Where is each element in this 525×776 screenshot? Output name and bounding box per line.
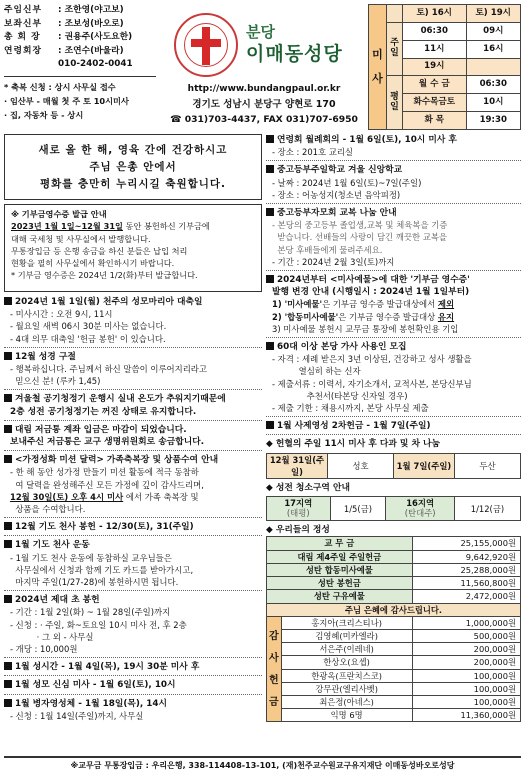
announcement-line: - 기간 : 1월 2일(화) ~ 1월 28일(주일)까지 bbox=[10, 607, 171, 618]
announcement-heading: 중고등부주일학교 겨울 신앙학교 bbox=[266, 164, 521, 176]
announcement-line: 사무실에서 신청과 함께 기도 카드를 받아가시고, bbox=[10, 564, 194, 575]
staff-row bbox=[4, 4, 156, 18]
announcement-line: - 날짜 : 2024년 1월 6일(토)~7일(주일) bbox=[272, 177, 422, 188]
announcement-heading: 60대 이상 본당 가사 사용인 모집 bbox=[266, 341, 521, 353]
table-row: 대림 제4주일 주일헌금 9,642,920원 bbox=[267, 550, 521, 563]
notice-line: * 기부금 영수증은 2024년 1/2(화)부터 발급합니다. bbox=[11, 270, 198, 281]
table-row: 한상오(요셉) 200,000원 bbox=[267, 656, 521, 669]
announcement-line: 1) '미사예물'은 기부금 영수증 발급대상에서 제외 bbox=[272, 299, 455, 310]
table-cell: 17지역 (태평) bbox=[267, 497, 331, 521]
announcement-heading-cont: 보내주신 저금통은 교구 생명위원회로 송금합니다. bbox=[10, 437, 205, 448]
square-bullet-icon bbox=[4, 425, 12, 433]
schedule-cell: 16시 bbox=[466, 40, 521, 58]
schedule-cell: 화 목 bbox=[403, 112, 467, 130]
staff-row bbox=[4, 45, 156, 59]
church-url[interactable]: http://www.bundangpaul.or.kr bbox=[187, 84, 341, 94]
church-name-small: 분당 bbox=[246, 22, 275, 41]
staff-label: 연령회장 bbox=[4, 45, 42, 56]
greeting-line: 새로 올 한 해, 영육 간에 건강하시고 bbox=[38, 144, 228, 156]
table-row: 성탄 합동미사예물 25,288,000원 bbox=[267, 563, 521, 576]
table-cell: 성호 bbox=[327, 453, 393, 478]
schedule-cell: 06:30 bbox=[466, 76, 521, 94]
announcement-heading: 2024년 1월 1일(월) 천주의 성모마리아 대축일 bbox=[4, 296, 262, 308]
table-row: 성탄 구유예물 2,472,000원 bbox=[267, 590, 521, 603]
schedule-cell: 11시 bbox=[403, 40, 467, 58]
announcement-heading: 12월 성경 구절 bbox=[4, 351, 262, 363]
announcement-heading: 12월 기도 천사 봉헌 - 12/30(토), 31(주일) bbox=[4, 521, 262, 533]
staff-label: 총 회 장 bbox=[4, 32, 41, 43]
schedule-side-label: 미 사 bbox=[369, 5, 387, 130]
schedule-cell: 화수목금토 bbox=[403, 94, 467, 112]
announcement-line: - 1월 기도 천사 운동에 동참하실 교우님들은 bbox=[10, 552, 172, 563]
announcement-heading: ◆ 헌혈의 주일 11시 미사 후 다과 및 차 나눔 bbox=[266, 439, 441, 450]
announcement-heading: 대림 저금통 계좌 입금은 마감이 되었습니다. bbox=[4, 424, 262, 436]
announcement-line: 받습니다. 선배들의 사랑이 담긴 깨끗한 교복을 bbox=[272, 232, 448, 243]
announcement-line: - 4대 의무 대축일 '헌금 봉헌' 이 있습니다. bbox=[10, 333, 166, 344]
announcement-heading: 1월 병자영성체 - 1월 18일(목), 14시 bbox=[4, 698, 262, 710]
announcement-line: - 장소 : 어농성지(청소년 음악피정) bbox=[272, 189, 401, 200]
thanks-offering-side-label: 감 사 헌 금 bbox=[267, 616, 282, 722]
staff-panel bbox=[4, 4, 156, 130]
schedule-cell: 월 수 금 bbox=[403, 76, 467, 94]
diamond-bullet-icon: ◆ bbox=[266, 483, 276, 494]
announcement-heading: <가정성화 미션 달력> 가족축복장 및 상품수여 안내 bbox=[4, 454, 262, 466]
announcement-heading: 연령회 월례회의 - 1월 6일(토), 10시 미사 후 bbox=[266, 134, 521, 146]
square-bullet-icon bbox=[266, 165, 274, 173]
announcement-heading: 1월 기도 천사 운동 bbox=[4, 539, 262, 551]
table-row: 익명 6명 11,360,000원 bbox=[267, 709, 521, 722]
notice-line: 대해 국세청 및 사무실에서 발행합니다. bbox=[11, 233, 151, 244]
announcement-line: - 기간 : 2024년 2월 3일(토)까지 bbox=[272, 256, 395, 267]
table-row: 김영혜(미카엘라) 500,000원 bbox=[267, 629, 521, 642]
table-cell: 1월 7일(주일) bbox=[393, 453, 454, 478]
diamond-bullet-icon: ◆ bbox=[266, 525, 276, 536]
notice-line: 현황을 필히 사무실에서 확인하시기 바랍니다. bbox=[11, 258, 175, 269]
left-announcements bbox=[4, 296, 262, 750]
announcement-line: - 자격 : 세례 받은지 3년 이상된, 건강하고 성사 생활을 bbox=[272, 354, 472, 365]
right-announcements bbox=[266, 134, 521, 750]
announcement-line: - 본당의 중고등부 졸업생,교복 및 체육복을 기증 bbox=[272, 220, 448, 231]
announcement-heading: 1월 성시간 - 1월 4일(목), 19시 30분 미사 후 bbox=[4, 661, 262, 673]
square-bullet-icon bbox=[266, 342, 274, 350]
square-bullet-icon bbox=[4, 662, 12, 670]
announcement-line: - 미사시간 : 오전 9시, 11시 bbox=[10, 309, 113, 320]
table-cell: 1/12(금) bbox=[454, 497, 520, 521]
square-bullet-icon bbox=[4, 540, 12, 548]
announcement-line: 상품을 수여합니다. bbox=[10, 504, 86, 515]
announcement-heading: 겨울철 공기청정기 운행시 실내 온도가 추워지기때문에 bbox=[4, 393, 262, 405]
announcement-line: - 제출 기한 : 채용시까지, 본당 사무실 제출 bbox=[272, 403, 429, 414]
church-logo bbox=[166, 8, 362, 82]
staff-value: : 조보성(바오로) bbox=[58, 18, 124, 29]
square-bullet-icon bbox=[4, 699, 12, 707]
divider bbox=[4, 76, 156, 77]
staff-label: 주임신부 bbox=[4, 5, 42, 16]
announcement-line: 여 달력을 완성해주신 모든 가정에 깊이 감사드리며, bbox=[10, 479, 204, 490]
church-seal-icon bbox=[174, 13, 238, 77]
office-note: * 축복 신청 : 상시 사무실 접수 bbox=[4, 81, 116, 92]
new-year-greeting bbox=[4, 134, 262, 200]
announcement-line: - 한 해 동안 성가정 만들기 미션 활동에 적극 동참하 bbox=[10, 467, 199, 478]
table-row: 성탄 봉헌금 11,560,800원 bbox=[267, 577, 521, 590]
table-row: 강무관(엘리사벳) 100,000원 bbox=[267, 682, 521, 695]
announcement-heading: ◆ 우리들의 정성 bbox=[266, 525, 330, 536]
table-row: 최은정(아네스) 100,000원 bbox=[267, 695, 521, 708]
office-note: · 임산부 - 매월 첫 주 토 10시미사 bbox=[4, 95, 129, 106]
announcement-line: 열심히 하는 신자 bbox=[272, 366, 361, 377]
schedule-cell: 10시 bbox=[466, 94, 521, 112]
staff-row bbox=[4, 18, 156, 32]
cleaning-zone-table bbox=[266, 496, 521, 521]
announcement-line: · 그 외 - 사무실 bbox=[10, 631, 94, 642]
church-tel: ☎ 031)703-4437, FAX 031)707-6950 bbox=[170, 114, 358, 125]
square-bullet-icon bbox=[266, 421, 274, 429]
schedule-cell: 토) 16시 bbox=[403, 5, 467, 23]
announcement-line: - 신청 : · 주일, 화~토요일 10시 미사 전, 후 2층 bbox=[10, 619, 187, 630]
announcement-line: - 행복하십니다. 주님께서 하신 말씀이 이루어지리라고 bbox=[10, 364, 207, 375]
schedule-cell: 토) 19시 bbox=[466, 5, 521, 23]
staff-label: 보좌신부 bbox=[4, 18, 42, 29]
announcement-line: - 월요일 새벽 06시 30분 미사는 없습니다. bbox=[10, 321, 167, 332]
square-bullet-icon bbox=[4, 595, 12, 603]
staff-phone: 010-2402-0041 bbox=[58, 59, 133, 70]
announcement-heading: 1월 성모 신심 미사 - 1월 6일(토), 10시 bbox=[4, 679, 262, 691]
announcement-line: 3) 미사예물 봉헌시 교무금 통장에 봉헌확인용 기입 bbox=[272, 323, 459, 334]
announcement-line: 본당 후배들에게 물려주세요. bbox=[272, 244, 383, 255]
schedule-cell: 09시 bbox=[466, 22, 521, 40]
announcement-heading-cont: 발행 변경 안내 (시행일시 : 2024년 1월 1일부터) bbox=[272, 287, 470, 298]
square-bullet-icon bbox=[266, 275, 274, 283]
mass-schedule bbox=[368, 4, 521, 130]
announcement-line: - 제출서류 : 이력서, 자기소개서, 교적사본, 본당신부님 bbox=[272, 378, 472, 389]
table-row: 감 사 헌 금 홍지아(크리스티나) 1,000,000원 bbox=[267, 616, 521, 629]
notice-line: 무통장입금 등 은행 송금을 하신 분들은 납입 처리 bbox=[11, 245, 188, 256]
blood-donation-table bbox=[266, 453, 521, 479]
staff-row bbox=[4, 31, 156, 45]
table-cell: 16지역 (탄대주) bbox=[386, 497, 455, 521]
thanks-row: 주님 은혜에 감사드립니다. bbox=[267, 603, 521, 616]
church-masthead bbox=[158, 4, 370, 130]
announcement-line: - 개당 : 10,000원 bbox=[10, 644, 78, 655]
announcement-heading: 1월 사제영성 2차헌금 - 1월 7일(주일) bbox=[266, 420, 521, 432]
announcement-heading: 2024년부터 <미사예물>에 대한 '기부금 영수증' bbox=[266, 274, 521, 286]
greeting-line: 평화를 충만히 누리시길 축원합니다. bbox=[39, 178, 227, 190]
table-cell: 두산 bbox=[454, 453, 520, 478]
table-row: 한광옥(프란치스코) 100,000원 bbox=[267, 669, 521, 682]
table-cell: 1/5(금) bbox=[330, 497, 386, 521]
footer-bank-info: ※교무금 무통장입금 : 우리은행, 338-114408-13-101, (재)천주교수원교구유지재단 이매동성바오로성당 bbox=[4, 756, 521, 772]
schedule-sub-weekday: 평 일 bbox=[387, 76, 403, 130]
staff-value: : 조한영(야고보) bbox=[58, 5, 124, 16]
square-bullet-icon bbox=[4, 680, 12, 688]
announcement-line: 추천서(타본당 신자일 경우) bbox=[272, 390, 408, 401]
square-bullet-icon bbox=[4, 297, 12, 305]
table-row bbox=[267, 603, 521, 616]
schedule-sub-sunday: 주 일 bbox=[387, 22, 403, 76]
diamond-bullet-icon: ◆ bbox=[266, 439, 276, 450]
square-bullet-icon bbox=[4, 522, 12, 530]
schedule-cell: 06:30 bbox=[403, 22, 467, 40]
schedule-cell: 19시 bbox=[403, 58, 467, 76]
staff-value: : 권용주(사도요한) bbox=[58, 32, 133, 43]
church-name-big: 이매동성당 bbox=[246, 43, 343, 66]
schedule-cell bbox=[466, 58, 521, 76]
square-bullet-icon bbox=[4, 394, 12, 402]
church-address: 경기도 성남시 분당구 양현로 170 bbox=[192, 99, 336, 110]
square-bullet-icon bbox=[266, 135, 274, 143]
square-bullet-icon bbox=[266, 208, 274, 216]
announcement-line: 12월 30일(토) 오후 4시 미사 에서 가족 축복장 및 bbox=[10, 491, 199, 502]
notice-title: ※ 기부금영수증 발급 안내 bbox=[11, 209, 107, 219]
square-bullet-icon bbox=[4, 455, 12, 463]
donation-receipt-notice bbox=[4, 204, 262, 292]
square-bullet-icon bbox=[4, 352, 12, 360]
staff-value: : 조연수(바울라) bbox=[58, 45, 124, 56]
announcement-line: 믿으신 분! (루카 1,45) bbox=[10, 376, 101, 387]
announcement-heading: 2024년 제대 초 봉헌 bbox=[4, 594, 262, 606]
announcement-line: - 장소 : 201호 교리실 bbox=[272, 147, 354, 158]
schedule-cell: 19:30 bbox=[466, 112, 521, 130]
announcement-line: - 신청 : 1월 14일(주일)까지, 사무실 bbox=[10, 710, 144, 721]
table-cell: 12월 31일(주일) bbox=[267, 453, 328, 478]
notice-line: 2023년 1월 1일~12월 31일 동안 봉헌하신 기부금에 bbox=[11, 221, 210, 232]
announcement-heading-cont: 2층 성전 공기청정기는 꺼진 상태로 유지합니다. bbox=[10, 406, 197, 417]
announcement-heading: ◆ 성전 청소구역 안내 bbox=[266, 483, 350, 494]
offering-table bbox=[266, 536, 521, 722]
announcement-line: 마지막 주일(1/27-28)에 봉헌하시면 됩니다. bbox=[10, 577, 179, 588]
table-row: 서은주(이레네) 200,000원 bbox=[267, 643, 521, 656]
announcement-heading: 중고등부자모회 교복 나눔 안내 bbox=[266, 207, 521, 219]
announcement-line: 2) '합동미사예물'은 기부금 영수증 발급대상 유지 bbox=[272, 311, 455, 322]
table-row: 교 무 금 25,155,000원 bbox=[267, 537, 521, 550]
greeting-line: 주님 은총 안에서 bbox=[89, 161, 177, 173]
office-note: · 집, 자동차 등 - 상시 bbox=[4, 109, 84, 120]
